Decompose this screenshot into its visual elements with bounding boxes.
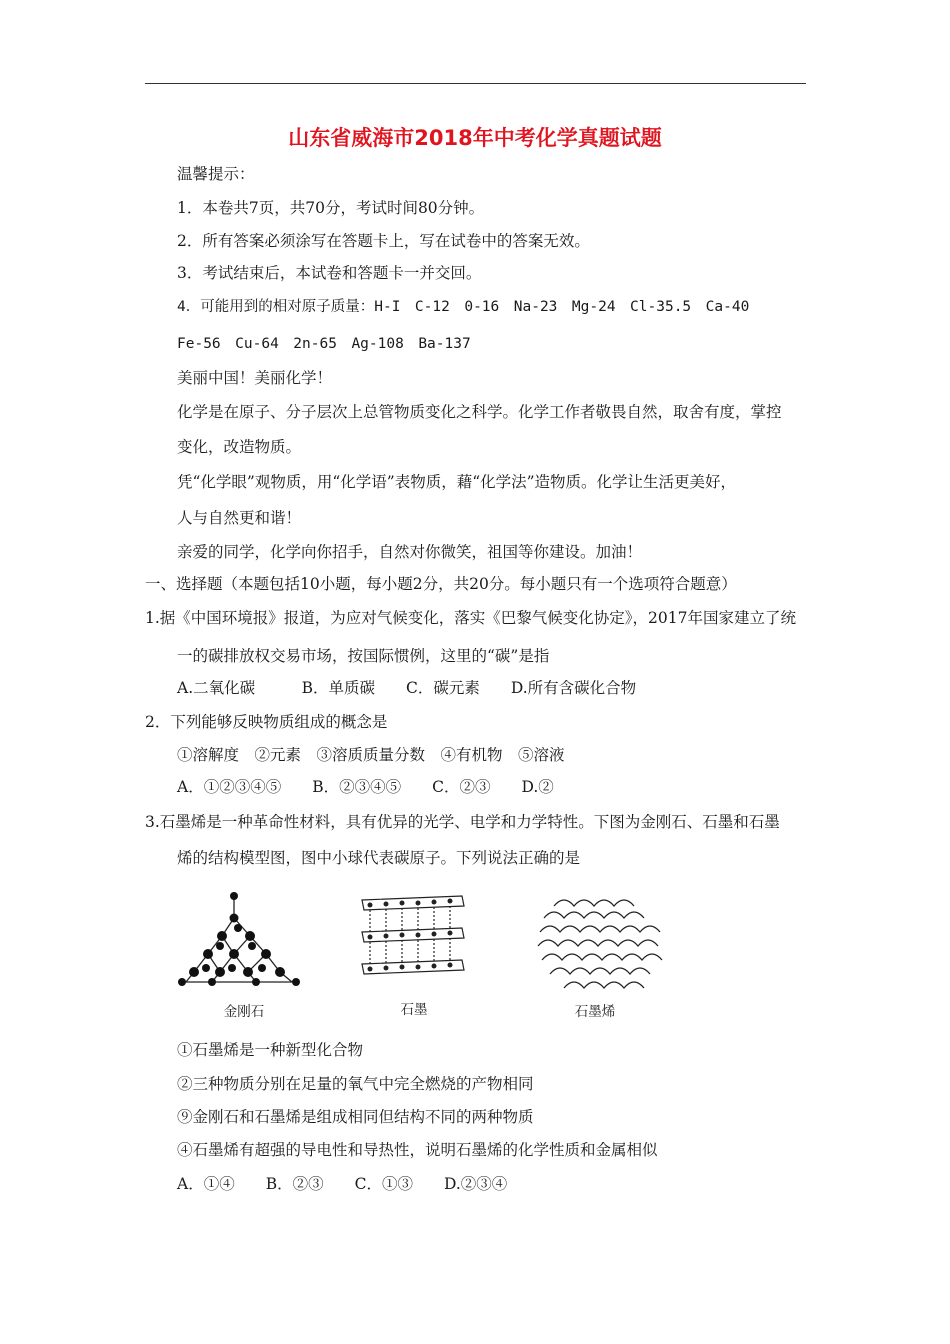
q1-options: A.二氧化碳 B．单质碳 C．碳元素 D.所有含碳化合物	[177, 679, 637, 697]
q3-statement: ①石墨烯是一种新型化合物	[177, 1041, 364, 1059]
diamond-atoms	[178, 892, 300, 986]
section-heading: 一、选择题（本题包括10小题，每小题2分，共20分。每小题只有一个选项符合题意）	[145, 575, 737, 593]
q2-stem: 2．下列能够反映物质组成的概念是	[145, 713, 388, 731]
intro-line: 变化，改造物质。	[177, 438, 302, 456]
q3-stem: 3.石墨烯是一种革命性材料，具有优异的光学、电学和力学特性。下图为金刚石、石墨和石墨	[145, 813, 780, 831]
header-rule	[145, 83, 806, 84]
intro-line: 人与自然更和谐！	[177, 509, 302, 527]
q3-statement: ②三种物质分别在足量的氧气中完全燃烧的产物相同	[177, 1075, 534, 1093]
notice-item: 1．本卷共7页，共70分，考试时间80分钟。	[177, 199, 485, 217]
q3-stem-continued: 烯的结构模型图，图中小球代表碳原子。下列说法正确的是	[177, 849, 581, 867]
intro-line: 凭“化学眼”观物质，用“化学语”表物质，藉“化学法”造物质。化学让生活更美好，	[177, 473, 737, 491]
q3-options: A．①④ B．②③ C．①③ D.②③④	[177, 1175, 508, 1193]
q2-options: A．①②③④⑤ B．②③④⑤ C．②③ D.②	[177, 778, 554, 796]
graphene-label: 石墨烯	[574, 1004, 616, 1020]
notice-item: 4．可能用到的相对原子质量：H-I C-12 0-16 Na-23 Mg-24 Cl-35.5 Ca-40	[177, 299, 750, 315]
graphite-label: 石墨	[400, 1002, 428, 1018]
notice-item: 3．考试结束后，本试卷和答题卡一并交回。	[177, 264, 482, 282]
q1-stem: 1.据《中国环境报》报道，为应对气候变化，落实《巴黎气候变化协定》，2017年国家建立了统	[145, 609, 796, 627]
page-title: 山东省威海市2018年中考化学真题试题	[288, 126, 662, 150]
carbon-structure-figure	[172, 888, 672, 1023]
graphene-structure	[538, 900, 662, 988]
intro-line: 化学是在原子、分子层次上总管物质变化之科学。化学工作者敬畏自然，取舍有度，掌控	[177, 403, 782, 421]
diamond-label: 金刚石	[223, 1004, 265, 1020]
notice-heading: 温馨提示：	[177, 165, 255, 183]
intro-line: 美丽中国！美丽化学！	[177, 369, 333, 387]
q3-statement: ④石墨烯有超强的导电性和导热性，说明石墨烯的化学性质和金属相似	[177, 1141, 658, 1159]
notice-item: 2．所有答案必须涂写在答题卡上，写在试卷中的答案无效。	[177, 232, 590, 250]
intro-line: 亲爱的同学，化学向你招手，自然对你微笑，祖国等你建设。加油！	[177, 543, 643, 561]
q2-items: ①溶解度 ②元素 ③溶质质量分数 ④有机物 ⑤溶液	[177, 746, 565, 764]
structure-models	[172, 888, 672, 998]
notice-item-continued: Fe-56 Cu-64 2n-65 Ag-108 Ba-137	[177, 336, 471, 352]
q3-statement: ⑨金刚石和石墨烯是组成相同但结构不同的两种物质	[177, 1108, 534, 1126]
q1-stem-continued: 一的碳排放权交易市场，按国际惯例，这里的“碳”是指	[177, 647, 550, 665]
